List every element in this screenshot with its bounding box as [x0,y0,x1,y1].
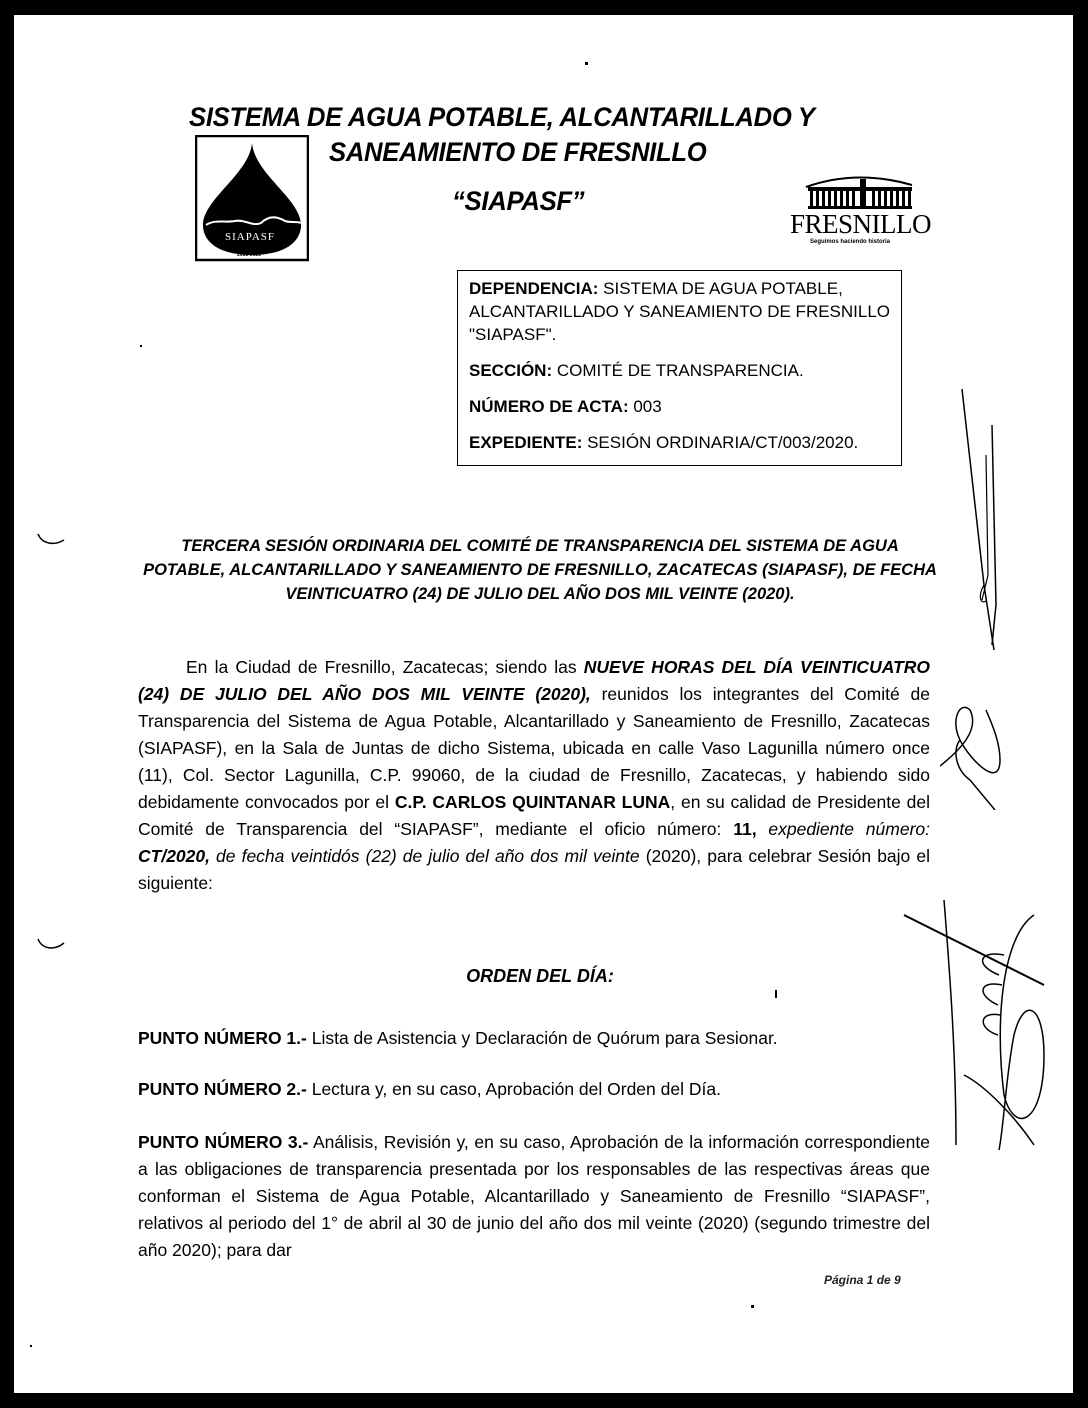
dependencia-value: SISTEMA DE AGUA POTABLE, ALCANTARILLADO Y SANEAMIENTO DE FRESNILLO "SIAPASF". [469,279,891,344]
seccion-value: COMITÉ DE TRANSPARENCIA. [556,361,804,380]
body-text-segment: (2020), para celebrar Sesión bajo el siguiente: [138,846,930,893]
agenda-item-label: PUNTO NÚMERO 2.- [138,1079,307,1099]
info-expediente [469,431,901,454]
fresnillo-logo [786,173,936,248]
session-title: TERCERA SESIÓN ORDINARIA DEL COMITÉ DE TRANSPARENCIA DEL SISTEMA DE AGUA POTABLE, ALCANTARILLADO Y SANEAMIENTO DE FRESNILLO, ZACATECAS (SIAPASF), DE FECHA VEINTICUATRO (24) DE JULIO DEL AÑO DOS MIL VEINTE (2020). [143,537,937,603]
agenda-item [138,1025,930,1052]
fresnillo-logo-tagline: Seguimos haciendo historia [810,239,891,245]
acta-value: 003 [633,397,662,416]
agenda-item [138,1129,930,1264]
header-title-line1: SISTEMA DE AGUA POTABLE, ALCANTARILLADO Y [189,102,815,132]
info-acta [469,395,901,418]
header-acronym: “SIAPASF” [452,186,585,216]
punch-mark-icon [32,935,72,955]
fresnillo-logo-label: FRESNILLO [790,209,932,239]
info-dependencia [469,277,901,346]
agenda-item-text: Lista de Asistencia y Declaración de Quórum para Sesionar. [306,1028,778,1048]
expediente-label: EXPEDIENTE: [469,433,583,452]
scan-speck [140,345,142,347]
oficio-number: 11 [733,819,752,839]
acta-label: NÚMERO DE ACTA: [469,397,629,416]
seccion-label: SECCIÓN: [469,361,553,380]
agenda-item [138,1076,930,1103]
body-text-segment: En la Ciudad de Fresnillo, Zacatecas; siendo las [186,657,584,677]
president-name: C.P. CARLOS QUINTANAR LUNA [394,792,671,812]
siapasf-logo [195,135,309,265]
body-text-segment: expediente número: [756,819,930,839]
document-info-box [457,270,902,466]
body-paragraph [138,654,930,897]
siapasf-logo-period: 2018-2021 [237,252,261,258]
expediente-value: SESIÓN ORDINARIA/CT/003/2020. [587,433,859,452]
body-date-emphasis: NUEVE HORAS DEL DÍA VEINTICUATRO (24) DE JULIO DEL AÑO DOS MIL VEINTE (2020), [138,657,930,704]
scan-speck [775,990,777,998]
agenda-item-label: PUNTO NÚMERO 3.- [138,1132,309,1152]
page-number: Página 1 de 9 [824,1273,901,1287]
agenda-item-text: Análisis, Revisión y, en su caso, Aprobación de la información correspondiente a las obligaciones de transparencia presentada por los responsables de las respectivas áreas que conforman el Sistema de Agua Potable, Alcantarillado y Saneamiento de Fresnillo “SIAPASF”, relativos al periodo del 1° de abril al 30 de junio del año dos mil veinte (2020) (segundo trimestre del año 2020); para dar [138,1132,930,1260]
agenda-item-text: Lectura y, en su caso, Aprobación del Orden del Día. [306,1079,721,1099]
header-title-line2: SANEAMIENTO DE FRESNILLO [329,137,707,167]
fresnillo-building-icon [786,173,936,213]
expediente-number: CT/2020, [138,846,210,866]
signature-2-icon [940,700,1030,810]
water-drop-logo-icon [195,135,309,265]
document-page [14,15,1073,1393]
punch-mark-icon [32,528,72,548]
body-text-segment: de fecha veintidós (22) de julio del año dos mil veinte [209,846,640,866]
info-seccion [469,359,901,382]
signature-1-icon [954,375,1014,665]
scan-speck [585,62,588,65]
body-text-segment: , [751,819,757,839]
signature-3-icon [894,895,1073,1155]
scan-speck [751,1305,754,1308]
siapasf-logo-label: SIAPASF [225,231,276,243]
dependencia-label: DEPENDENCIA: [469,279,599,298]
body-text-segment: reunidos los integrantes del Comité de Transparencia del Sistema de Agua Potable, Alcantarillado y Saneamiento de Fresnillo, Zacatecas (SIAPASF), en la Sala de Juntas de dicho Sistema, ubicada en calle Vaso Lagunilla número once (11), Col. Sector Lagunilla, C.P. 99060, de la ciudad de Fresnillo, Zacatecas, y habiendo sido debidamente convocados por el [138,684,930,812]
opening-paragraph [138,654,930,897]
scan-speck [30,1345,32,1347]
agenda-item-label: PUNTO NÚMERO 1.- [138,1028,307,1048]
body-text-segment: , en su calidad de Presidente del Comité de Transparencia del “SIAPASF”, mediante el oficio número: [138,792,930,839]
orden-del-dia-title: ORDEN DEL DÍA: [466,966,614,986]
